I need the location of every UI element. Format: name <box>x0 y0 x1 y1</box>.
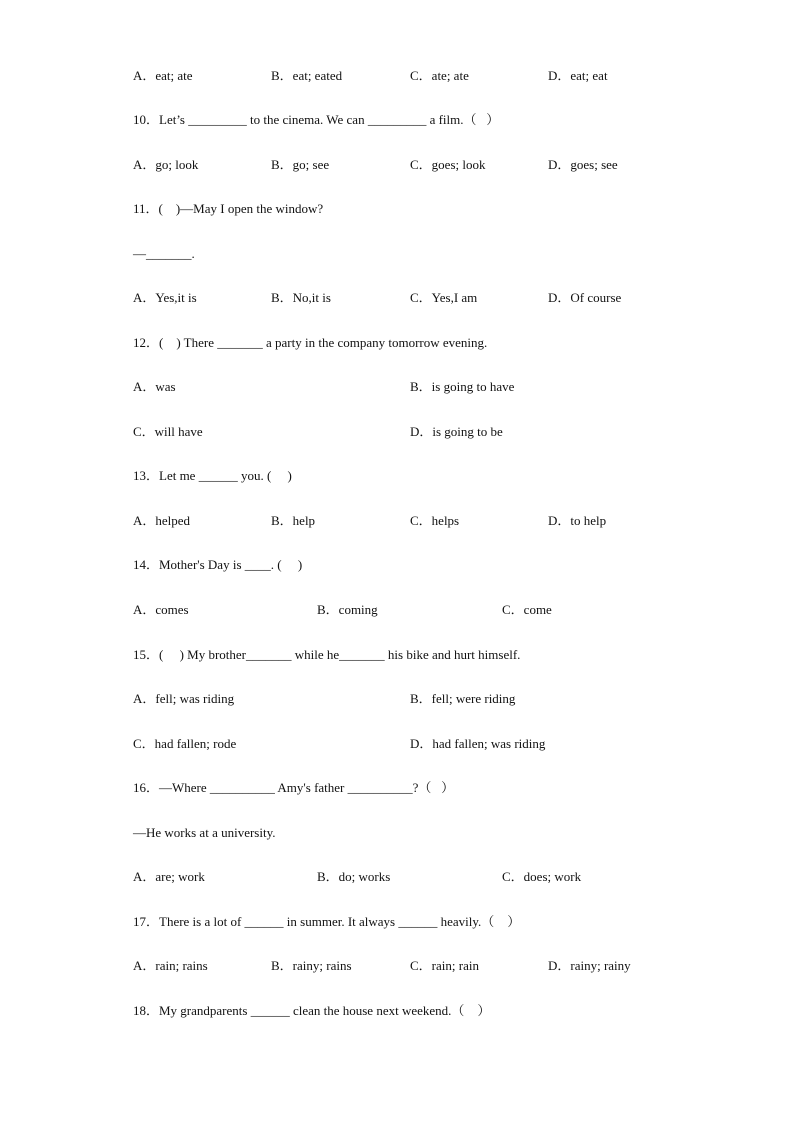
option-c[interactable]: C．helps <box>410 513 460 528</box>
option-a[interactable]: A．helped <box>133 513 191 528</box>
question-14-stem: 14．Mother's Day is ____. ( ) <box>133 557 303 572</box>
option-d[interactable]: D．Of course <box>548 290 622 305</box>
option-a[interactable]: A．fell; was riding <box>133 691 235 706</box>
option-b[interactable]: B．is going to have <box>410 379 515 394</box>
option-b[interactable]: B．help <box>271 513 316 528</box>
option-d[interactable]: D．is going to be <box>410 424 503 439</box>
question-18-stem: 18．My grandparents ______ clean the house next weekend.（ ） <box>133 1003 491 1018</box>
option-b[interactable]: B．fell; were riding <box>410 691 516 706</box>
question-16-answer-line: —He works at a university. <box>133 825 276 840</box>
option-c[interactable]: C．will have <box>133 424 203 439</box>
option-c[interactable]: C．had fallen; rode <box>133 736 237 751</box>
question-10-stem: 10．Let’s _________ to the cinema. We can _________ a film.（ ） <box>133 112 500 127</box>
option-c[interactable]: C．ate; ate <box>410 68 469 83</box>
option-b[interactable]: B．go; see <box>271 157 330 172</box>
question-12-stem: 12．( ) There _______ a party in the company tomorrow evening. <box>133 335 488 350</box>
option-c[interactable]: C．does; work <box>502 869 582 884</box>
option-a[interactable]: A．eat; ate <box>133 68 193 83</box>
option-b[interactable]: B．No,it is <box>271 290 331 305</box>
question-15-stem: 15．( ) My brother_______ while he_______ his bike and hurt himself. <box>133 647 521 662</box>
option-d[interactable]: D．had fallen; was riding <box>410 736 546 751</box>
option-b[interactable]: B．do; works <box>317 869 391 884</box>
option-a[interactable]: A．go; look <box>133 157 199 172</box>
question-11-answer-line: —_______. <box>133 246 195 261</box>
option-c[interactable]: C．Yes,I am <box>410 290 478 305</box>
option-b[interactable]: B．eat; eated <box>271 68 343 83</box>
option-a[interactable]: A．was <box>133 379 176 394</box>
option-d[interactable]: D．goes; see <box>548 157 618 172</box>
option-c[interactable]: C．goes; look <box>410 157 486 172</box>
option-d[interactable]: D．to help <box>548 513 607 528</box>
question-11-stem: 11．( )—May I open the window? <box>133 201 324 216</box>
option-a[interactable]: A．are; work <box>133 869 205 884</box>
option-a[interactable]: A．Yes,it is <box>133 290 197 305</box>
option-c[interactable]: C．rain; rain <box>410 958 479 973</box>
option-a[interactable]: A．rain; rains <box>133 958 208 973</box>
option-c[interactable]: C．come <box>502 602 552 617</box>
question-16-stem: 16．—Where __________ Amy's father __________?（ ） <box>133 780 455 795</box>
question-13-stem: 13．Let me ______ you. ( ) <box>133 468 292 483</box>
question-17-stem: 17．There is a lot of ______ in summer. It always ______ heavily.（ ） <box>133 914 521 929</box>
option-b[interactable]: B．coming <box>317 602 378 617</box>
option-b[interactable]: B．rainy; rains <box>271 958 352 973</box>
option-d[interactable]: D．rainy; rainy <box>548 958 631 973</box>
option-a[interactable]: A．comes <box>133 602 189 617</box>
option-d[interactable]: D．eat; eat <box>548 68 608 83</box>
